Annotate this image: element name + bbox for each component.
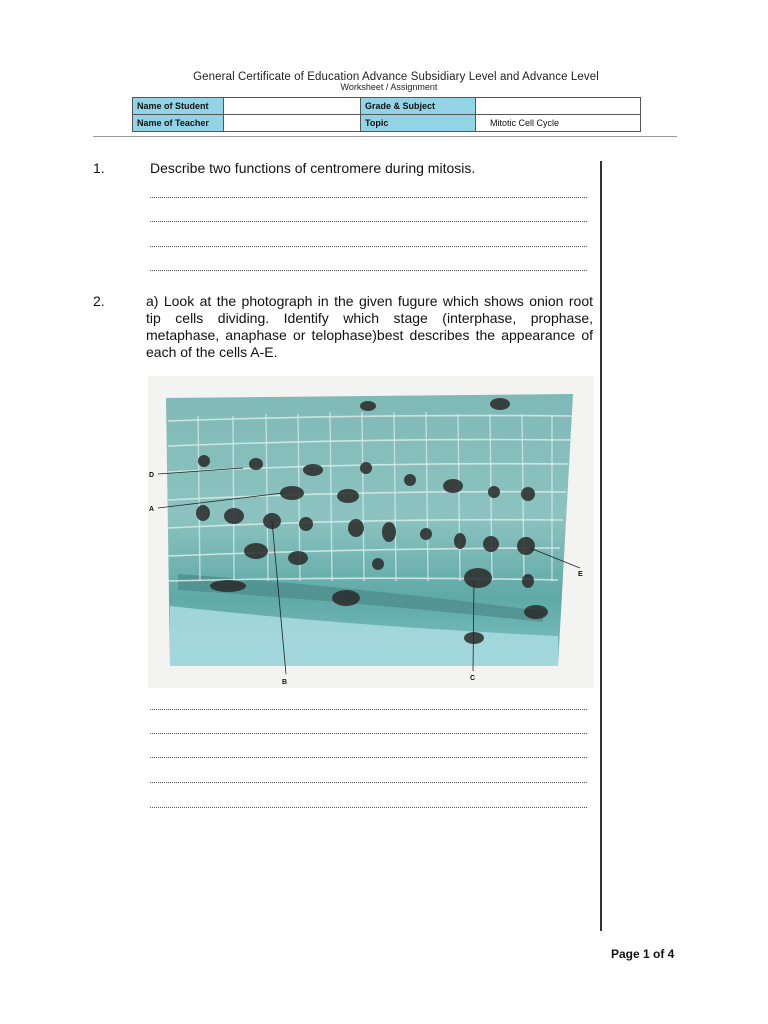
grade-subject-field[interactable] [476, 98, 641, 115]
answer-line[interactable] [150, 197, 587, 198]
answer-line[interactable] [150, 246, 587, 247]
question-1-number: 1. [93, 160, 105, 176]
question-1-text: Describe two functions of centromere during mitosis. [150, 160, 476, 176]
document-title: General Certificate of Education Advance Subsidiary Level and Advance Level [193, 71, 599, 83]
answer-line[interactable] [150, 709, 587, 710]
answer-line[interactable] [150, 733, 587, 734]
figure-label-b: B [282, 679, 288, 686]
question-2-number: 2. [93, 293, 105, 309]
figure-label-c: C [470, 675, 476, 682]
grade-subject-label: Grade & Subject [361, 98, 476, 115]
margin-line [600, 161, 602, 931]
student-name-field[interactable] [224, 98, 361, 115]
answer-line[interactable] [150, 782, 587, 783]
answer-line[interactable] [150, 807, 587, 808]
teacher-name-field[interactable] [224, 115, 361, 132]
answer-line[interactable] [150, 757, 587, 758]
figure-label-e: E [578, 571, 583, 578]
topic-label: Topic [361, 115, 476, 132]
onion-root-tip-micrograph [148, 376, 594, 688]
topic-value: Mitotic Cell Cycle [476, 115, 641, 132]
page-number: Page 1 of 4 [611, 947, 675, 961]
answer-line[interactable] [150, 221, 587, 222]
student-name-label: Name of Student [133, 98, 224, 115]
question-2-text: a) Look at the photograph in the given fugure which shows onion root tip cells dividing. Identify which stage (interphase, prophase, metaphase, anaphase or telophase)best describes the appearance of each of the cells A-E. [146, 293, 593, 360]
teacher-name-label: Name of Teacher [133, 115, 224, 132]
figure-label-d: D [149, 472, 155, 479]
answer-line[interactable] [150, 270, 587, 271]
header-divider [93, 136, 677, 137]
document-subtitle: Worksheet / Assignment [340, 82, 438, 92]
figure-label-a: A [149, 506, 155, 513]
info-table [132, 97, 641, 132]
